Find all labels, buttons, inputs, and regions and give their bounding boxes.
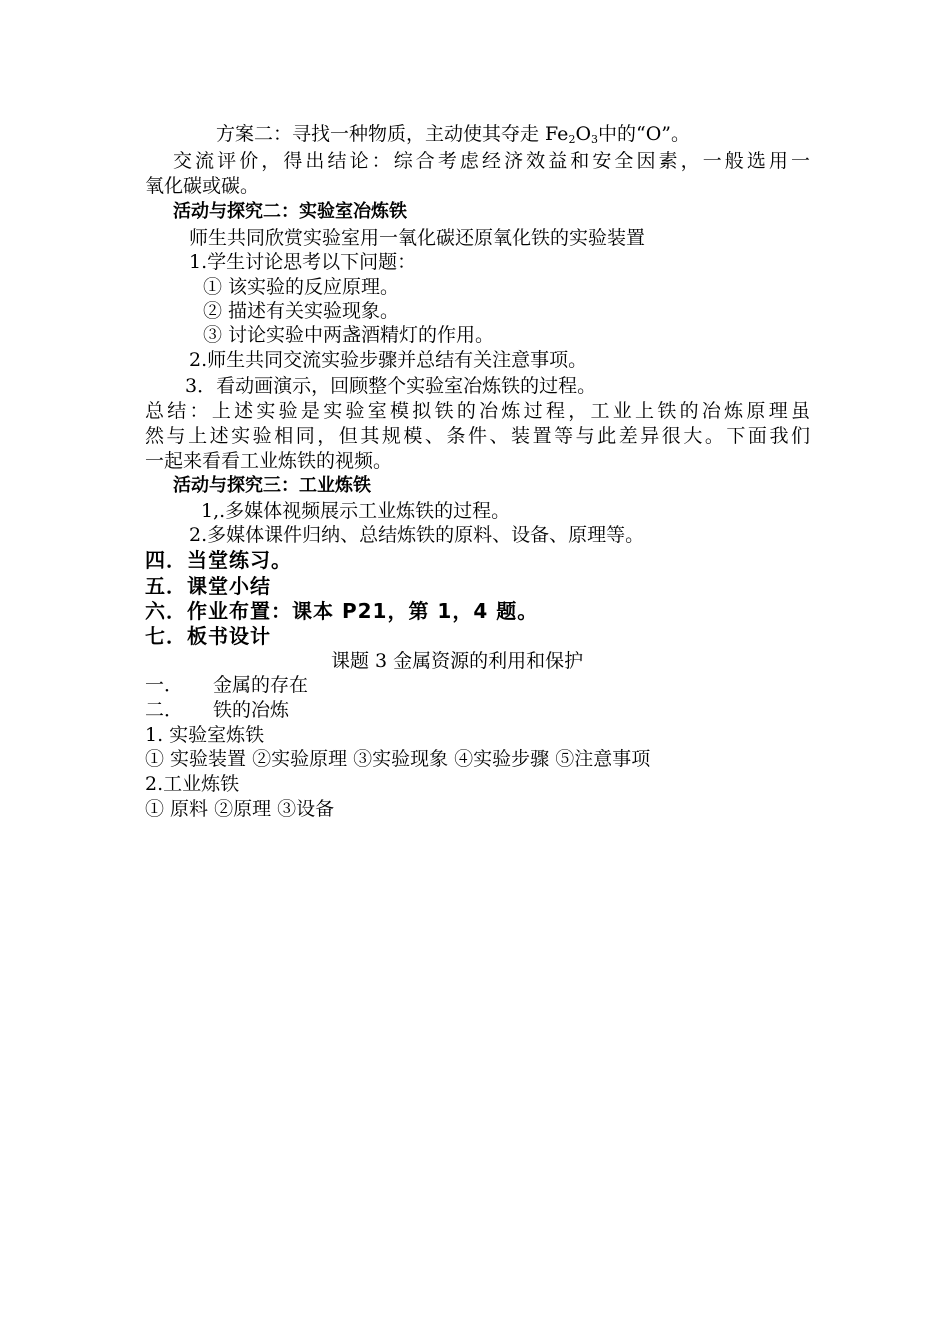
section-heading: 五．课堂小结 <box>145 574 271 598</box>
conclusion-line-2: 氧化碳或碳。 <box>145 175 260 197</box>
activity-two-item: 1.学生讨论思考以下问题： <box>189 251 417 273</box>
section-heading: 七．板书设计 <box>145 624 271 648</box>
board-item-1 <box>145 673 308 697</box>
oxygen-symbol: O <box>575 123 592 145</box>
board-item-number: 二． <box>145 699 184 721</box>
summary-line-2: 然与上述实验相同，但其规模、条件、装置等与此差异很大。下面我们 <box>145 425 810 447</box>
activity-two-item: 3．看动画演示，回顾整个实验室冶炼铁的过程。 <box>185 375 597 397</box>
summary-line-3: 一起来看看工业炼铁的视频。 <box>145 450 393 472</box>
activity-three-item: 2.多媒体课件归纳、总结炼铁的原料、设备、原理等。 <box>189 524 645 546</box>
plan-two-text: 方案二：寻找一种物质，主动使其夺走 Fe <box>216 123 569 145</box>
subscript-2: 2 <box>568 133 576 146</box>
subscript-3: 3 <box>591 133 599 146</box>
summary-line-1: 总结：上述实验是实验室模拟铁的冶炼过程，工业上铁的冶炼原理虽 <box>145 400 810 422</box>
board-lab-points: ① 实验装置 ②实验原理 ③实验现象 ④实验步骤 ⑤注意事项 <box>145 748 651 770</box>
activity-three-item: 1,.多媒体视频展示工业炼铁的过程。 <box>201 500 511 522</box>
activity-two-item: ③ 讨论实验中两盏酒精灯的作用。 <box>203 324 495 346</box>
activity-three-title: 活动与探究三：工业炼铁 <box>173 475 371 496</box>
section-heading: 六．作业布置：课本 P21，第 1，4 题。 <box>145 599 539 623</box>
section-heading: 四．当堂练习。 <box>145 548 292 572</box>
activity-two-item: ① 该实验的反应原理。 <box>203 276 400 298</box>
board-industry-points: ① 原料 ②原理 ③设备 <box>145 798 335 820</box>
board-lab-heading: 1. 实验室炼铁 <box>145 724 265 746</box>
plan-two-suffix: 中的“O”。 <box>598 123 691 145</box>
plan-two-line <box>216 122 690 146</box>
conclusion-line-1: 交流评价，得出结论：综合考虑经济效益和安全因素，一般选用一 <box>173 150 810 172</box>
board-item-text: 金属的存在 <box>213 674 309 696</box>
board-industry-heading: 2.工业炼铁 <box>145 773 240 795</box>
board-title: 课题 3 金属资源的利用和保护 <box>331 650 584 672</box>
board-item-text: 铁的冶炼 <box>213 699 290 721</box>
activity-two-item: ② 描述有关实验现象。 <box>203 300 400 322</box>
board-item-number: 一． <box>145 674 184 696</box>
activity-two-title: 活动与探究二：实验室冶炼铁 <box>173 201 407 222</box>
board-item-2 <box>145 698 289 722</box>
activity-two-item: 2.师生共同交流实验步骤并总结有关注意事项。 <box>189 349 588 371</box>
activity-two-intro: 师生共同欣赏实验室用一氧化碳还原氧化铁的实验装置 <box>189 227 646 249</box>
